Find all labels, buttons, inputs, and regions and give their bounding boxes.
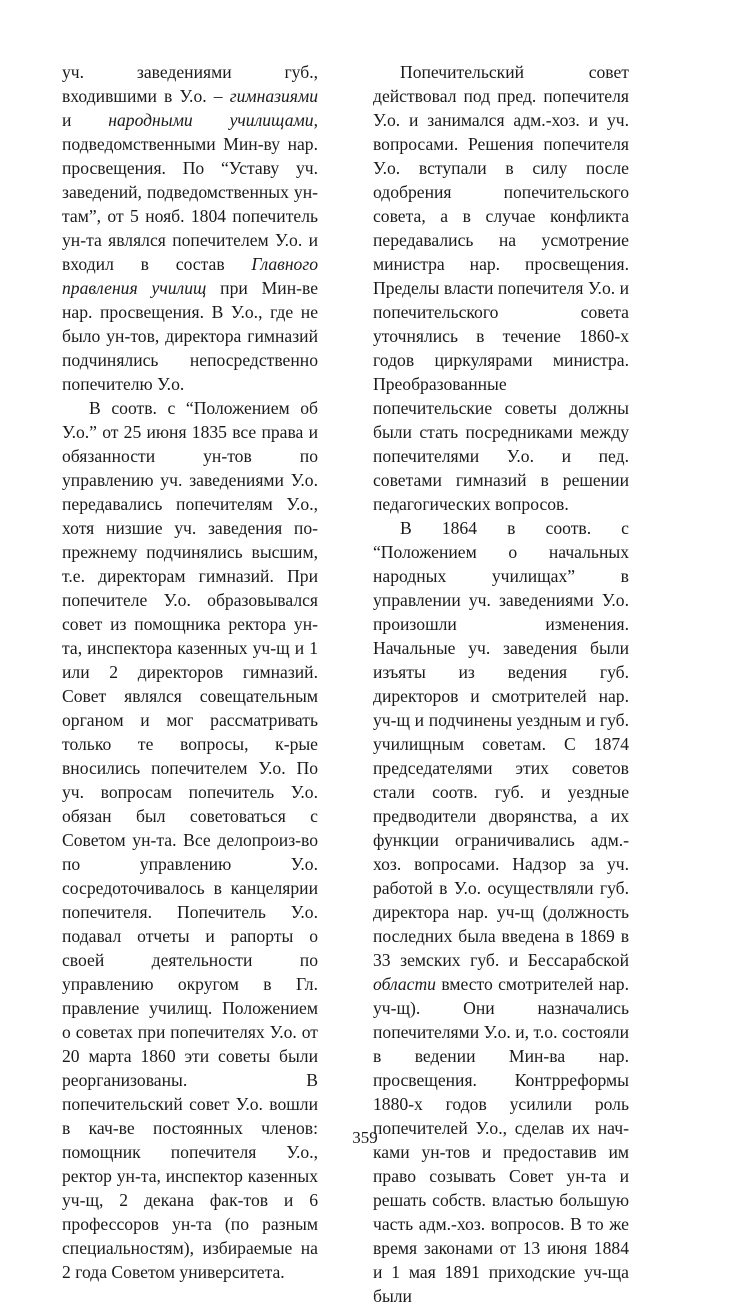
- italic-term: Главного правления училищ: [62, 254, 318, 298]
- left-column: [62, 60, 318, 1284]
- text-run: вместо смотрителей нар. уч-щ). Они назначались попечителями У.о. и, т.о. состояли в ведении Мин-ва нар. просвещения. Контрреформы 1880-х годов усилили роль попечителей У.о., сделав их нач-ками ун-тов и предоставив им право созывать Совет ун-та и решать собств. властью большую часть адм.-хоз. вопросов. В то же время законами от 13 июня 1884 и 1 мая 1891 приходские уч-ща были: [373, 974, 629, 1306]
- paragraph: В соотв. с “Положением об У.о.” от 25 июня 1835 все права и обязанности ун-тов по управлению уч. заведениями У.о. передавались попечителям У.о., хотя низшие уч. заведения по-прежнему подчинялись высшим, т.е. директорам гимназий. При попечителе У.о. образовывался совет из помощника ректора ун-та, инспектора казенных уч-щ и 1 или 2 директоров гимназий. Совет являлся совещательным органом и мог рассматривать только те вопросы, к-рые вносились попечителем У.о. По уч. вопросам попечитель У.о. обязан был советоваться с Советом ун-та. Все делопроиз-во по управлению У.о. сосредоточивалось в канцелярии попечителя. Попечитель У.о. подавал отчеты и рапорты о своей деятельности по управлению округом в Гл. правление училищ. Положением о советах при попечителях У.о. от 20 марта 1860 эти советы были реорганизованы. В попечительский совет У.о. вошли в кач-ве постоянных членов: помощник попечителя У.о., ректор ун-та, инспектор казенных уч-щ, 2 декана фак-тов и 6 профессоров ун-та (по разным специальностям), избираемые на 2 года Советом университета.: [62, 398, 318, 1282]
- italic-term: области: [373, 974, 436, 994]
- text-run: при Мин-ве нар. просвещения. В У.о., где не было ун-тов, директора гимназий подчинялись непосредственно попечителю У.о.: [62, 278, 319, 394]
- italic-term: народными училищами: [108, 110, 314, 130]
- page-number: 359: [352, 1128, 378, 1147]
- paragraph: [62, 60, 318, 396]
- italic-term: гимназиями: [229, 86, 318, 106]
- text-run: , подведомственными Мин-ву нар. просвещения. По “Уставу уч. заведений, подведомственных ун-там”, от 5 нояб. 1804 попечитель ун-та являлся попечителем У.о. и входил в состав: [62, 110, 318, 274]
- right-column: [373, 60, 629, 1308]
- text-run: В 1864 в соотв. с “Положением о начальных народных училищах” в управлении уч. заведениями У.о. произошли изменения. Начальные уч. заведения были изъяты из ведения губ. директоров и смотрителей нар. уч-щ и подчинены уездным и губ. училищным советам. С 1874 председателями этих советов стали соотв. губ. и уездные предводители дворянства, а их функции ограничивались адм.-хоз. вопросами. Надзор за уч. работой в У.о. осуществляли губ. директора нар. уч-щ (должность последних была введена в 1869 в 33 земских губ. и Бессарабской: [373, 518, 629, 970]
- paragraph: Попечительский совет действовал под пред. попечителя У.о. и занимался адм.-хоз. и уч. вопросами. Решения попечителя У.о. вступали в силу после одобрения попечительского совета, а в случае конфликта передавались на усмотрение министра нар. просвещения. Пределы власти попечителя У.о. и попечительского совета уточнялись в течение 1860-х годов циркулярами министра. Преобразованные попечительские советы должны были стать посредниками между попечителями У.о. и пед. советами гимназий в решении педагогических вопросов.: [373, 62, 629, 514]
- text-run: уч. заведениями губ., входившими в У.о. –: [62, 62, 318, 106]
- text-run: и: [62, 110, 109, 130]
- paragraph: [373, 516, 629, 1308]
